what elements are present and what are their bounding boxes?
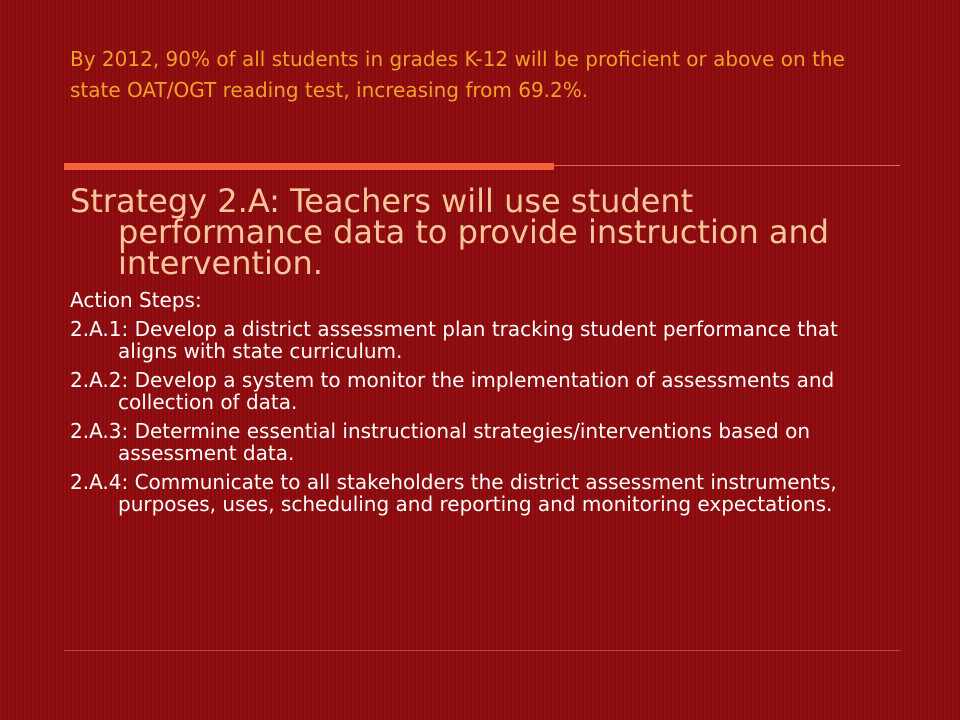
action-steps-list	[70, 318, 900, 515]
action-step-2a4: 2.A.4: Communicate to all stakeholders the district assessment instruments, purposes, uses, scheduling and reporting and monitoring expectations.	[70, 470, 837, 516]
slide-title: By 2012, 90% of all students in grades K-12 will be proficient or above on the state OAT/OGT reading test, increasing from 69.2%.	[70, 47, 845, 102]
title-accent-bar	[64, 163, 554, 170]
strategy-heading: Strategy 2.A: Teachers will use student performance data to provide instruction and intervention.	[70, 182, 830, 282]
footer-divider-line	[64, 650, 900, 651]
action-step-2a1: 2.A.1: Develop a district assessment plan tracking student performance that aligns with state curriculum.	[70, 317, 838, 363]
slide-body	[70, 182, 900, 522]
action-steps-heading: Action Steps:	[70, 288, 202, 312]
action-step-2a2: 2.A.2: Develop a system to monitor the implementation of assessments and collection of data.	[70, 368, 835, 414]
action-step-2a3: 2.A.3: Determine essential instructional strategies/interventions based on assessment data.	[70, 419, 810, 465]
